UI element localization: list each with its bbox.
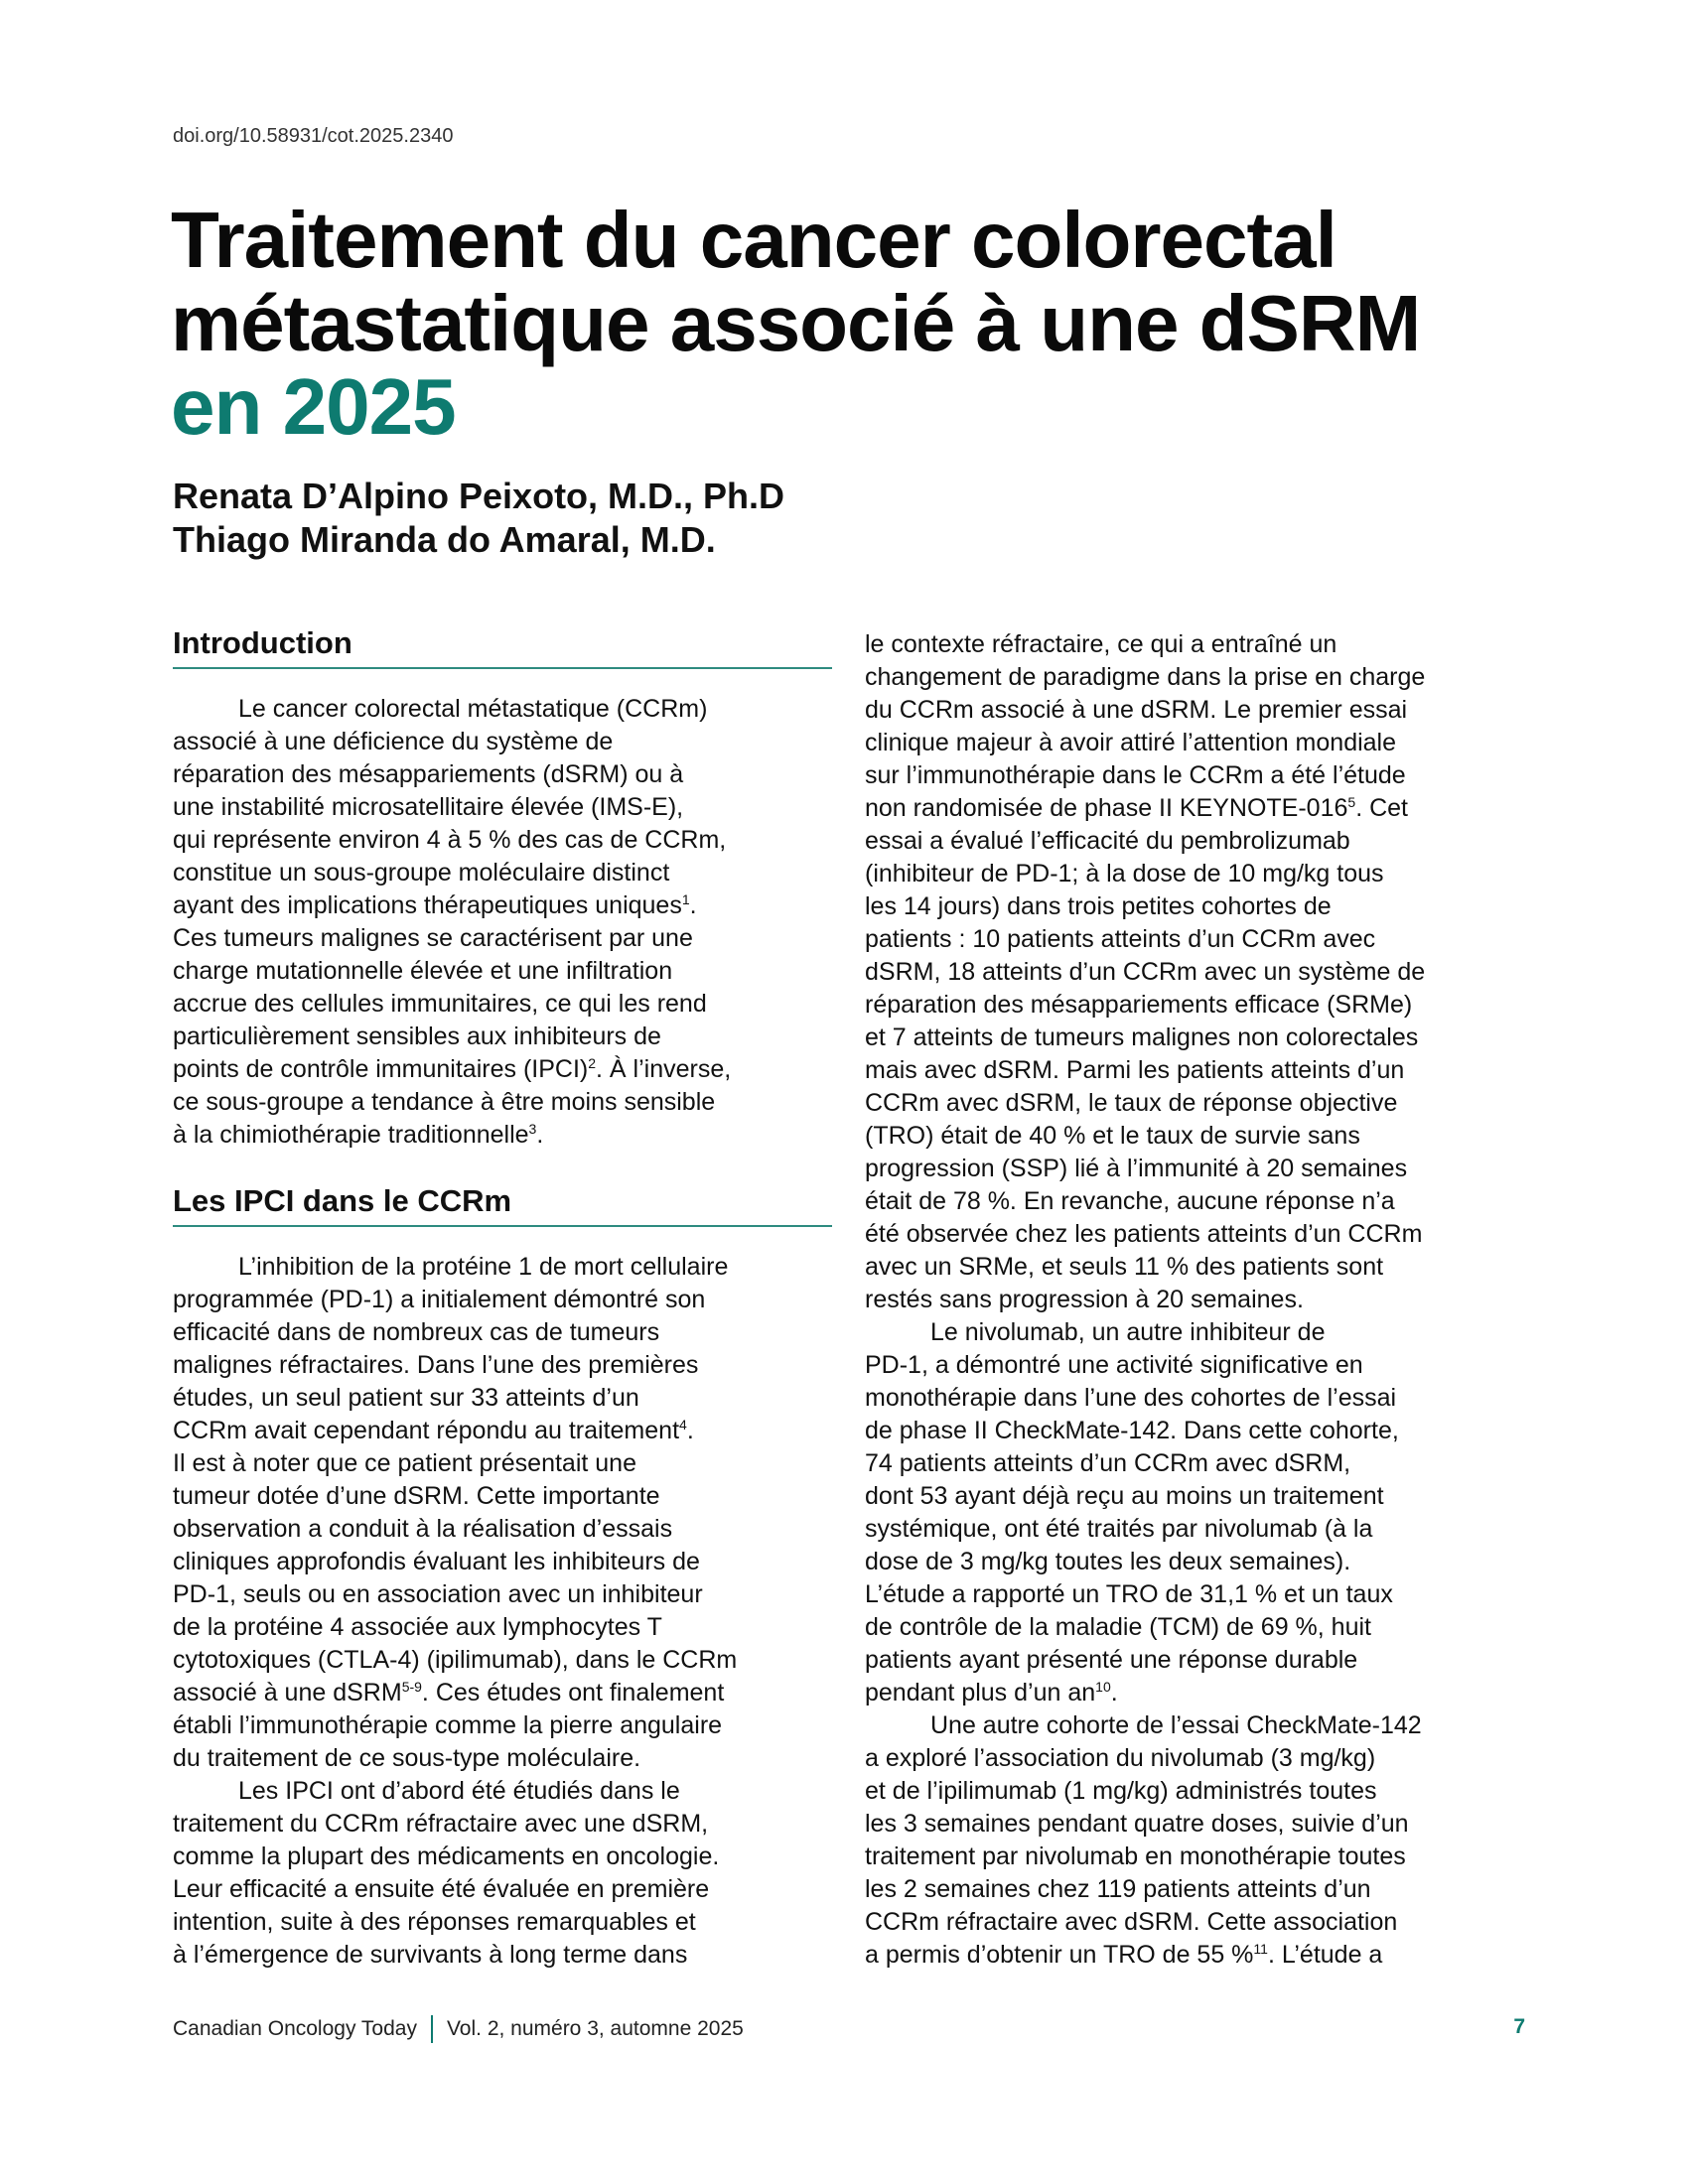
issue-info: Vol. 2, numéro 3, automne 2025 <box>446 2017 744 2040</box>
text-line: particulièrement sensibles aux inhibiteurs de <box>173 1023 661 1050</box>
text-line: pendant plus d’un $an^{10}$. <box>865 1679 1118 1706</box>
text-line: cliniques approfondis évaluant les inhibiteurs de <box>173 1548 700 1575</box>
text-line: les 3 semaines pendant quatre doses, suivie d’un <box>865 1810 1409 1838</box>
text-line: progression (SSP) lié à l’immunité à 20 semaines <box>865 1155 1408 1182</box>
text-line: constitue un sous-groupe moléculaire distinct <box>173 859 670 887</box>
text-line: associé à une déficience du système de <box>173 728 614 755</box>
text-line: et 7 atteints de tumeurs malignes non colorectales <box>865 1024 1419 1051</box>
author: Thiago Miranda do Amaral, M.D. <box>173 519 716 560</box>
ipci-column-text <box>173 1251 737 1972</box>
text-line: patients ayant présenté une réponse durable <box>865 1646 1358 1674</box>
text-line: une instabilité microsatellitaire élevée (IMS-E), <box>173 793 684 821</box>
text-line: qui représente environ 4 à 5 % des cas de CCRm, <box>173 826 727 854</box>
text-line: et de l’ipilimumab (1 mg/kg) administrés toutes <box>865 1777 1377 1805</box>
doi-link[interactable]: doi.org/10.58931/cot.2025.2340 <box>173 125 454 147</box>
text-line: à la chimiothérapie traditionnelle$^3$. <box>173 1121 544 1149</box>
text-line: L’inhibition de la protéine 1 de mort cellulaire <box>238 1253 729 1281</box>
text-line: traitement par nivolumab en monothérapie toutes <box>865 1843 1406 1870</box>
text-line: CCRm avec dSRM, le taux de réponse objective <box>865 1089 1398 1117</box>
text-line: accrue des cellules immunitaires, ce qui les rend <box>173 990 707 1018</box>
intro-paragraph <box>173 693 731 1152</box>
text-line: réparation des mésappariements efficace (SRMe) <box>865 991 1413 1019</box>
reference-superscript: 5 <box>1347 794 1356 810</box>
text-line: changement de paradigme dans la prise en charge <box>865 663 1426 691</box>
text-line: Les IPCI ont d’abord été étudiés dans le <box>238 1777 680 1805</box>
page-number: 7 <box>1513 2015 1525 2038</box>
text-line: dont 53 ayant déjà reçu au moins un traitement <box>865 1482 1384 1510</box>
text-line: traitement du CCRm réfractaire avec une dSRM, <box>173 1810 709 1838</box>
section-heading-introduction: Introduction <box>173 625 832 669</box>
reference-superscript: 3 <box>528 1121 537 1137</box>
text-line: cytotoxiques (CTLA-4) (ipilimumab), dans le CCRm <box>173 1646 738 1674</box>
reference-superscript: 5-9 <box>401 1679 422 1695</box>
text-line: efficacité dans de nombreux cas de tumeurs <box>173 1318 660 1346</box>
text-line: de contrôle de la maladie (TCM) de 69 %, huit <box>865 1613 1371 1641</box>
text-line: sur l’immunothérapie dans le CCRm a été l’étude <box>865 761 1406 789</box>
text-line: de phase II CheckMate-142. Dans cette cohorte, <box>865 1417 1399 1444</box>
text-line: à l’émergence de survivants à long terme dans <box>173 1941 688 1969</box>
text-line: intention, suite à des réponses remarquables et <box>173 1908 696 1936</box>
text-line: patients : 10 patients atteints d’un CCRm avec <box>865 925 1376 953</box>
text-line: programmée (PD-1) a initialement démontré son <box>173 1286 706 1313</box>
right-column-text <box>865 628 1425 1972</box>
title-line: Traitement du cancer colorectal <box>171 196 1336 284</box>
text-line: charge mutationnelle élevée et une infiltration <box>173 957 673 985</box>
text-line: dose de 3 mg/kg toutes les deux semaines). <box>865 1548 1351 1575</box>
article-title <box>171 196 1421 451</box>
text-line: dSRM, 18 atteints d’un CCRm avec un système de <box>865 958 1426 986</box>
text-line: (TRO) était de 40 % et le taux de survie sans <box>865 1122 1360 1150</box>
authors <box>173 475 784 562</box>
text-line: ayant des implications thérapeutiques uniques$^1$. <box>173 891 697 919</box>
text-line: été observée chez les patients atteints d’un CCRm <box>865 1220 1423 1248</box>
text-line: Il est à noter que ce patient présentait une <box>173 1449 636 1477</box>
text-line: était de 78 %. En revanche, aucune réponse n’a <box>865 1187 1395 1215</box>
text-line: études, un seul patient sur 33 atteints d’un <box>173 1384 639 1412</box>
title-line: métastatique associé à une dSRM <box>171 279 1421 367</box>
text-line: Une autre cohorte de l’essai CheckMate-142 <box>930 1711 1422 1739</box>
reference-superscript: 1 <box>681 891 690 907</box>
text-line: CCRm réfractaire avec dSRM. Cette association <box>865 1908 1398 1936</box>
text-line: malignes réfractaires. Dans l’une des premières <box>173 1351 699 1379</box>
text-line: du traitement de ce sous-type moléculaire. <box>173 1744 641 1772</box>
reference-superscript: 10 <box>1095 1679 1111 1695</box>
text-line: CCRm avait cependant répondu au traitement$^4$. <box>173 1417 694 1444</box>
text-line: essai a évalué l’efficacité du pembrolizumab <box>865 827 1350 855</box>
text-line: ce sous-groupe a tendance à être moins sensible <box>173 1088 716 1116</box>
text-line: (inhibiteur de PD-1; à la dose de 10 mg/kg tous <box>865 860 1384 887</box>
text-line: les 2 semaines chez 119 patients atteints d’un <box>865 1875 1371 1903</box>
author: Renata D’Alpino Peixoto, M.D., Ph.D <box>173 476 785 516</box>
text-line: points de contrôle immunitaires (IPCI)$^2$. À l’inverse, <box>173 1055 732 1083</box>
text-line: monothérapie dans l’une des cohortes de l’essai <box>865 1384 1397 1412</box>
text-line: a permis d’obtenir un TRO de 55 %$^{11}$. L’étude a <box>865 1941 1383 1969</box>
text-line: avec un SRMe, et seuls 11 % des patients sont <box>865 1253 1384 1281</box>
text-line: PD-1, seuls ou en association avec un inhibiteur <box>173 1580 703 1608</box>
text-line: clinique majeur à avoir attiré l’attention mondiale <box>865 729 1397 756</box>
text-line: systémique, ont été traités par nivolumab (à la <box>865 1515 1373 1543</box>
text-line: Ces tumeurs malignes se caractérisent par une <box>173 924 693 952</box>
text-line: les 14 jours) dans trois petites cohortes de <box>865 892 1332 920</box>
text-line: non randomisée de phase II KEYNOTE-$016^5$. Cet <box>865 794 1408 822</box>
text-line: associé à une dSRM$^{5-9}$. Ces études ont finalement <box>173 1679 725 1706</box>
text-line: observation a conduit à la réalisation d’essais <box>173 1515 673 1543</box>
reference-superscript: 11 <box>1253 1941 1268 1957</box>
text-line: établi l’immunothérapie comme la pierre angulaire <box>173 1711 723 1739</box>
title-line-accent: en 2025 <box>171 362 456 451</box>
text-line: tumeur dotée d’une dSRM. Cette importante <box>173 1482 660 1510</box>
text-line: Le nivolumab, un autre inhibiteur de <box>930 1318 1326 1346</box>
section-heading-ipci: Les IPCI dans le CCRm <box>173 1183 832 1227</box>
text-line: mais avec dSRM. Parmi les patients atteints d’un <box>865 1056 1405 1084</box>
text-line: a exploré l’association du nivolumab (3 mg/kg) <box>865 1744 1376 1772</box>
text-line: du CCRm associé à une dSRM. Le premier essai <box>865 696 1408 724</box>
reference-superscript: 4 <box>679 1417 687 1433</box>
text-line: réparation des mésappariements (dSRM) ou à <box>173 760 684 788</box>
text-line: comme la plupart des médicaments en oncologie. <box>173 1843 720 1870</box>
footer-divider <box>431 2015 433 2043</box>
text-line: de la protéine 4 associée aux lymphocytes T <box>173 1613 662 1641</box>
text-line: L’étude a rapporté un TRO de 31,1 % et un taux <box>865 1580 1393 1608</box>
footer <box>173 2015 744 2043</box>
text-line: restés sans progression à 20 semaines. <box>865 1286 1304 1313</box>
reference-superscript: 2 <box>588 1055 597 1071</box>
text-line: 74 patients atteints d’un CCRm avec dSRM, <box>865 1449 1351 1477</box>
text-line: le contexte réfractaire, ce qui a entraîné un <box>865 630 1337 658</box>
text-line: Leur efficacité a ensuite été évaluée en première <box>173 1875 710 1903</box>
text-line: PD-1, a démontré une activité significative en <box>865 1351 1363 1379</box>
journal-name: Canadian Oncology Today <box>173 2017 417 2040</box>
text-line: Le cancer colorectal métastatique (CCRm) <box>238 695 708 723</box>
